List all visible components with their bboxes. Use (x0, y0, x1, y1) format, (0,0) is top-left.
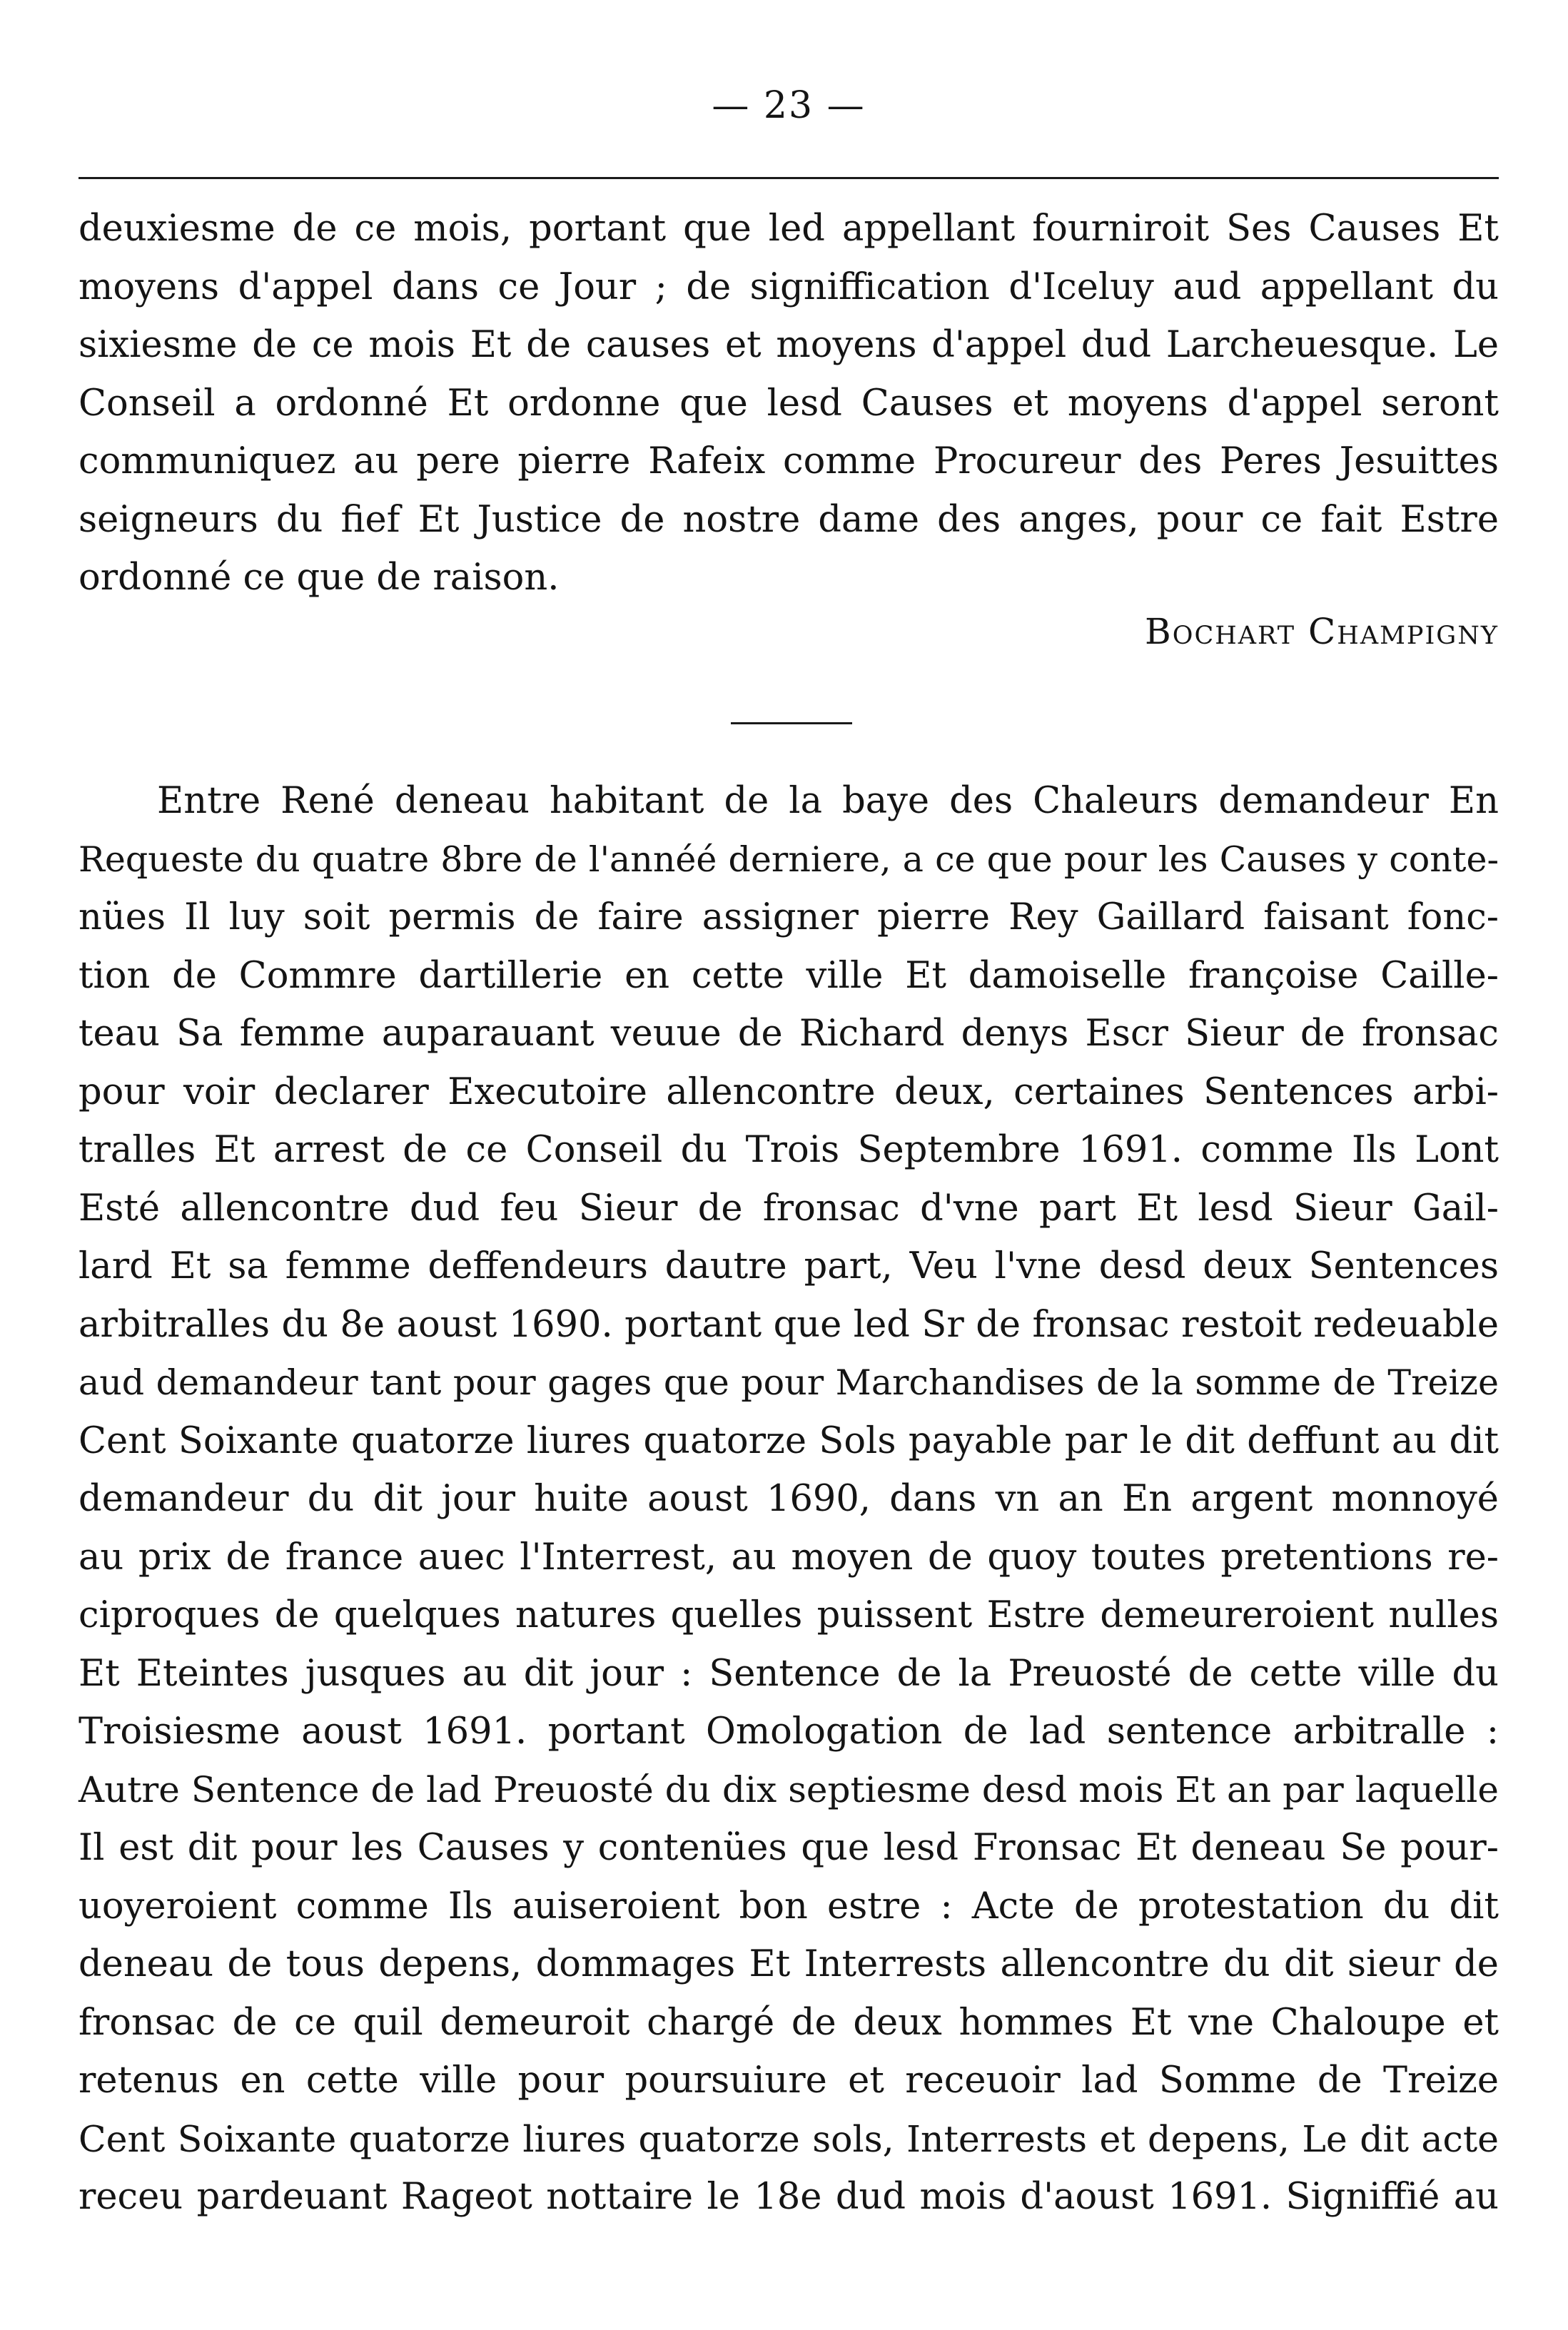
paragraph-1 (79, 200, 1499, 607)
text-line: teau Sa femme auparauant veuue de Richard denys Escr Sieur de fronsac (79, 1013, 1499, 1055)
text-line: demandeur du dit jour huite aoust 1690, dans vn an En argent monnoyé (79, 1478, 1499, 1520)
text-line: communiquez au pere pierre Rafeix comme Procureur des Peres Jesuittes (79, 440, 1499, 482)
text-line: nües Il luy soit permis de faire assigner pierre Rey Gaillard faisant fonc- (79, 896, 1499, 938)
text-line: lard Et sa femme deffendeurs dautre part, Veu l'vne desd deux Sentences (79, 1245, 1499, 1287)
text-line: aud demandeur tant pour gages que pour Marchandises de la somme de Treize (79, 1362, 1499, 1403)
text-line: au prix de france auec l'Interrest, au moyen de quoy toutes pretentions re- (79, 1536, 1499, 1579)
text-line: Conseil a ordonné Et ordonne que lesd Causes et moyens d'appel seront (79, 382, 1499, 425)
text-line: moyens d'appel dans ce Jour ; de signiffication d'Iceluy aud appellant du (79, 265, 1499, 308)
text-line: Il est dit pour les Causes y contenües que lesd Fronsac Et deneau Se pour- (79, 1827, 1499, 1869)
text-line: pour voir declarer Executoire allencontre deux, certaines Sentences arbi- (79, 1070, 1499, 1113)
section-divider (731, 722, 852, 724)
document-page (79, 0, 1499, 2330)
text-line: Autre Sentence de lad Preuosté du dix septiesme desd mois Et an par laquelle (79, 1768, 1499, 1810)
text-line: ordonné ce que de raison. (79, 557, 560, 599)
text-line: Requeste du quatre 8bre de l'annéé derniere, a ce que pour les Causes y conte- (79, 839, 1499, 880)
text-line: receu pardeuant Rageot nottaire le 18e dud mois d'aoust 1691. Signiffié au (79, 2176, 1499, 2218)
text-line: Esté allencontre dud feu Sieur de fronsac d'vne part Et lesd Sieur Gail- (79, 1187, 1499, 1230)
paragraph-2 (79, 772, 1499, 2227)
signature: Bochart Champigny (1145, 611, 1499, 652)
text-line: Entre René deneau habitant de la baye des Chaleurs demandeur En (157, 780, 1499, 822)
text-line: Cent Soixante quatorze liures quatorze sols, Interrests et depens, Le dit acte (79, 2117, 1499, 2160)
text-line: deneau de tous depens, dommages Et Interrests allencontre du dit sieur de (79, 1943, 1499, 1985)
text-line: retenus en cette ville pour poursuiure et receuoir lad Somme de Treize (79, 2060, 1499, 2102)
page-number: — 23 — (712, 84, 866, 127)
text-line: Troisiesme aoust 1691. portant Omologation de lad sentence arbitralle : (79, 1711, 1499, 1753)
text-line: seigneurs du fief Et Justice de nostre dame des anges, pour ce fait Estre (79, 498, 1499, 541)
text-line: fronsac de ce quil demeuroit chargé de deux hommes Et vne Chaloupe et (79, 2001, 1499, 2044)
text-line: tion de Commre dartillerie en cette ville Et damoiselle françoise Caille- (79, 954, 1499, 997)
text-line: Cent Soixante quatorze liures quatorze Sols payable par le dit deffunt au dit (79, 1419, 1499, 1462)
text-line: sixiesme de ce mois Et de causes et moyens d'appel dud Larcheuesque. Le (79, 324, 1499, 366)
text-line: Et Eteintes jusques au dit jour : Sentence de la Preuosté de cette ville du (79, 1652, 1499, 1695)
text-line: deuxiesme de ce mois, portant que led appellant fourniroit Ses Causes Et (79, 208, 1499, 250)
text-line: ciproques de quelques natures quelles puissent Estre demeureroient nulles (79, 1594, 1499, 1636)
header-rule (79, 177, 1499, 179)
text-line: uoyeroient comme Ils auiseroient bon estre : Acte de protestation du dit (79, 1885, 1499, 1928)
text-line: tralles Et arrest de ce Conseil du Trois Septembre 1691. comme Ils Lont (79, 1129, 1499, 1171)
text-line: arbitralles du 8e aoust 1690. portant que led Sr de fronsac restoit redeuable (79, 1303, 1499, 1346)
